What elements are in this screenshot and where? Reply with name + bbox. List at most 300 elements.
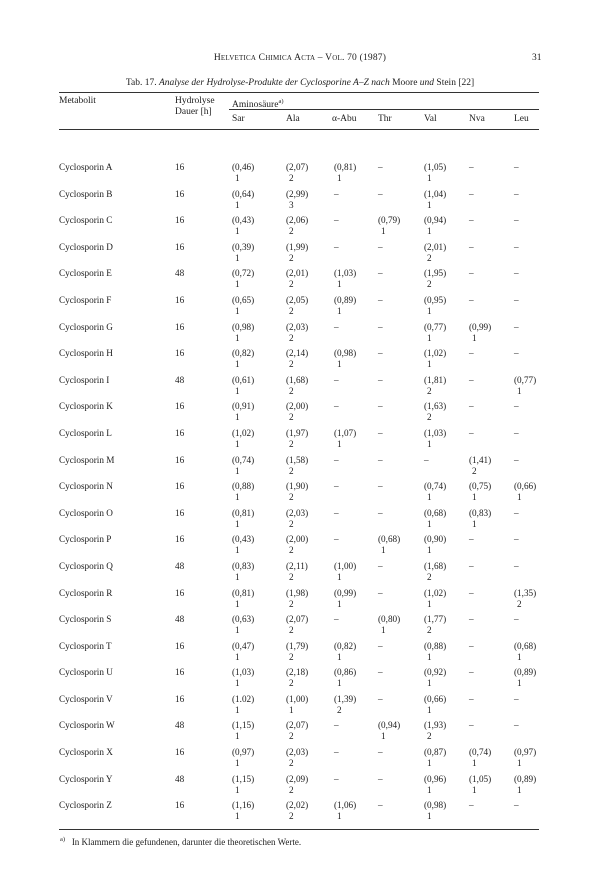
found-value: – <box>514 321 519 332</box>
theoretical-value: 1 <box>427 305 432 316</box>
hydrolysis-duration: 16 <box>175 188 185 199</box>
cell-ala <box>286 614 308 636</box>
theoretical-value: 1 <box>472 518 477 529</box>
theoretical-value: 2 <box>289 518 294 529</box>
cell-abu <box>334 348 356 370</box>
table-row <box>0 242 600 269</box>
found-value: (0,46) <box>232 162 255 172</box>
found-value: (0,91) <box>232 401 255 412</box>
theoretical-value: 2 <box>289 811 294 822</box>
cell-abu <box>334 162 356 184</box>
col-header-thr: Thr <box>378 114 392 124</box>
found-value: (0,96) <box>424 773 447 784</box>
cell-sar <box>232 747 254 769</box>
cell-val <box>424 588 446 610</box>
theoretical-value: 1 <box>381 545 386 556</box>
theoretical-value: 2 <box>289 305 294 316</box>
footnote-mark-letter: a <box>60 836 63 843</box>
theoretical-value: 1 <box>235 571 240 582</box>
found-value: – <box>469 640 474 651</box>
cell-sar <box>232 295 254 317</box>
theoretical-value: 2 <box>289 571 294 582</box>
found-value: (0,74) <box>232 454 255 465</box>
theoretical-value: 1 <box>427 518 432 529</box>
found-value: (0,88) <box>424 640 447 651</box>
cell-nva <box>469 614 474 625</box>
table-row <box>0 694 600 721</box>
found-value: (1.02) <box>232 693 255 704</box>
hydrolysis-duration: 16 <box>175 481 185 492</box>
theoretical-value: 1 <box>517 385 522 396</box>
found-value: (0,74) <box>424 481 447 492</box>
table-row <box>0 401 600 428</box>
table-top-rule <box>59 92 539 93</box>
theoretical-value: 1 <box>235 651 240 662</box>
found-value: (2,02) <box>286 800 309 811</box>
metabolite-name: Cyclosporin D <box>59 241 113 252</box>
cell-abu <box>334 455 339 466</box>
found-value: (0,64) <box>232 188 255 199</box>
cell-val <box>424 375 446 397</box>
found-value: – <box>469 188 474 199</box>
table-row <box>0 588 600 615</box>
found-value: – <box>378 560 383 571</box>
table-row <box>0 534 600 561</box>
hydrolysis-duration: 16 <box>175 507 185 518</box>
theoretical-value: 2 <box>289 598 294 609</box>
found-value: (0,80) <box>378 614 401 625</box>
col-header-ala: Ala <box>286 114 300 124</box>
cell-ala <box>286 455 308 477</box>
cell-abu <box>334 428 356 450</box>
hydrolysis-duration: 48 <box>175 268 185 279</box>
found-value: (0,47) <box>232 640 255 651</box>
found-value: (1,03) <box>334 268 357 279</box>
found-value: – <box>514 534 519 545</box>
found-value: (1,02) <box>424 587 447 598</box>
theoretical-value: 2 <box>289 678 294 689</box>
cell-thr <box>378 614 400 636</box>
theoretical-value: 2 <box>289 332 294 343</box>
found-value: (1,02) <box>424 348 447 359</box>
cell-leu <box>514 588 536 610</box>
theoretical-value: 1 <box>517 784 522 795</box>
metabolite-name: Cyclosporin P <box>59 534 112 545</box>
found-value: – <box>469 800 474 811</box>
table-row <box>0 774 600 801</box>
table-row <box>0 455 600 482</box>
found-value: – <box>514 294 519 305</box>
page-number: 31 <box>532 53 542 63</box>
table-row <box>0 295 600 322</box>
cell-leu <box>514 268 519 279</box>
found-value: (0,77) <box>424 321 447 332</box>
found-value: (1,98) <box>286 587 309 598</box>
cell-thr <box>378 534 400 556</box>
cell-val <box>424 774 446 796</box>
theoretical-value: 2 <box>427 279 432 290</box>
found-value: (2,05) <box>286 294 309 305</box>
cell-abu <box>334 694 356 716</box>
found-value: – <box>378 188 383 199</box>
found-value: (1,58) <box>286 454 309 465</box>
cell-nva <box>469 667 474 678</box>
cell-ala <box>286 428 308 450</box>
found-value: (1,15) <box>232 773 255 784</box>
theoretical-value: 1 <box>427 784 432 795</box>
cell-nva <box>469 215 474 226</box>
theoretical-value: 1 <box>472 332 477 343</box>
cell-abu <box>334 268 356 290</box>
theoretical-value: 2 <box>289 279 294 290</box>
cell-leu <box>514 189 519 200</box>
cell-val <box>424 215 446 237</box>
metabolite-name: Cyclosporin V <box>59 693 113 704</box>
cell-sar <box>232 348 254 370</box>
metabolite-name: Cyclosporin I <box>59 374 110 385</box>
table-row <box>0 614 600 641</box>
theoretical-value: 2 <box>289 385 294 396</box>
hydrolysis-duration: 16 <box>175 640 185 651</box>
found-value: – <box>469 693 474 704</box>
theoretical-value: 1 <box>235 731 240 742</box>
table-row <box>0 322 600 349</box>
metabolite-name: Cyclosporin N <box>59 481 113 492</box>
cell-sar <box>232 162 254 184</box>
hydrolysis-duration: 16 <box>175 693 185 704</box>
footnote-text: In Klammern die gefundenen, darunter die theoretischen Werte. <box>71 837 302 847</box>
cell-val <box>424 561 446 583</box>
found-value: (1,90) <box>286 481 309 492</box>
cell-thr <box>378 694 383 705</box>
found-value: – <box>334 374 339 385</box>
metabolite-name: Cyclosporin M <box>59 454 115 465</box>
found-value: (0,98) <box>334 348 357 359</box>
hydrolysis-duration: 16 <box>175 401 185 412</box>
hydrolysis-duration: 16 <box>175 534 185 545</box>
theoretical-value: 2 <box>427 385 432 396</box>
theoretical-value: 1 <box>235 518 240 529</box>
cell-val <box>424 162 446 184</box>
hydrolysis-duration: 48 <box>175 773 185 784</box>
cell-val <box>424 720 446 742</box>
cell-nva <box>469 401 474 412</box>
found-value: – <box>469 427 474 438</box>
theoretical-value: 1 <box>427 492 432 503</box>
found-value: – <box>469 560 474 571</box>
cell-ala <box>286 641 308 663</box>
hydrolysis-duration: 48 <box>175 374 185 385</box>
cell-thr <box>378 401 383 412</box>
theoretical-value: 2 <box>289 545 294 556</box>
theoretical-value: 1 <box>427 758 432 769</box>
theoretical-value: 1 <box>235 492 240 503</box>
found-value: – <box>378 321 383 332</box>
theoretical-value: 1 <box>381 731 386 742</box>
found-value: (0,89) <box>514 773 537 784</box>
caption-author-2: Stein [22] <box>436 78 475 88</box>
table-row <box>0 189 600 216</box>
cell-val <box>424 189 446 211</box>
theoretical-value: 1 <box>235 465 240 476</box>
found-value: (0,89) <box>334 294 357 305</box>
cell-thr <box>378 322 383 333</box>
cell-abu <box>334 774 339 785</box>
hydrolysis-duration: 16 <box>175 348 185 359</box>
cell-sar <box>232 720 254 742</box>
metabolite-name: Cyclosporin X <box>59 747 113 758</box>
header-dauer: Dauer [h] <box>175 107 212 117</box>
metabolite-name: Cyclosporin F <box>59 294 112 305</box>
hydrolysis-duration: 16 <box>175 215 185 226</box>
cell-sar <box>232 375 254 397</box>
cell-val <box>424 694 446 716</box>
caption-italic-1: Analyse der Hydrolyse-Produkte der Cyclosporine A–Z nach <box>158 78 390 88</box>
found-value: (0,39) <box>232 241 255 252</box>
cell-ala <box>286 774 308 796</box>
found-value: – <box>424 454 429 465</box>
found-value: – <box>469 401 474 412</box>
found-value: (0,87) <box>424 747 447 758</box>
caption-author-1: Moore <box>392 78 418 88</box>
table-caption <box>0 78 600 88</box>
theoretical-value: 2 <box>289 465 294 476</box>
theoretical-value: 2 <box>289 784 294 795</box>
theoretical-value: 1 <box>337 678 342 689</box>
cell-abu <box>334 189 339 200</box>
found-value: – <box>514 188 519 199</box>
table-row <box>0 375 600 402</box>
cell-ala <box>286 401 308 423</box>
metabolite-name: Cyclosporin L <box>59 427 112 438</box>
found-value: – <box>378 374 383 385</box>
cell-nva <box>469 268 474 279</box>
metabolite-name: Cyclosporin Y <box>59 773 113 784</box>
cell-thr <box>378 242 383 253</box>
theoretical-value: 1 <box>427 704 432 715</box>
theoretical-value: 1 <box>235 625 240 636</box>
cell-ala <box>286 295 308 317</box>
cell-nva <box>469 455 491 477</box>
cell-nva <box>469 295 474 306</box>
metabolite-name: Cyclosporin S <box>59 614 112 625</box>
found-value: – <box>378 162 383 172</box>
theoretical-value: 1 <box>235 412 240 423</box>
cell-sar <box>232 215 254 237</box>
found-value: – <box>334 215 339 226</box>
found-value: – <box>334 241 339 252</box>
found-value: (0,72) <box>232 268 255 279</box>
cell-sar <box>232 268 254 290</box>
cell-nva <box>469 534 474 545</box>
found-value: (2,00) <box>286 534 309 545</box>
found-value: (0,94) <box>378 720 401 731</box>
cell-leu <box>514 242 519 253</box>
cell-sar <box>232 242 254 264</box>
found-value: (0,90) <box>424 534 447 545</box>
found-value: (0,74) <box>469 747 492 758</box>
metabolite-name: Cyclosporin B <box>59 188 113 199</box>
caption-italic-2: und <box>419 78 435 88</box>
found-value: (1,97) <box>286 427 309 438</box>
theoretical-value: 1 <box>427 359 432 370</box>
cell-abu <box>334 641 356 663</box>
theoretical-value: 1 <box>381 625 386 636</box>
cell-ala <box>286 375 308 397</box>
theoretical-value: 3 <box>289 199 294 210</box>
cell-val <box>424 268 446 290</box>
found-value: – <box>469 614 474 625</box>
found-value: (0,82) <box>232 348 255 359</box>
footnote <box>60 836 301 847</box>
found-value: (1,04) <box>424 188 447 199</box>
found-value: (0,66) <box>514 481 537 492</box>
theoretical-value: 1 <box>235 173 240 183</box>
cell-leu <box>514 322 519 333</box>
found-value: (0,98) <box>424 800 447 811</box>
cell-nva <box>469 508 491 530</box>
cell-sar <box>232 588 254 610</box>
found-value: – <box>469 215 474 226</box>
found-value: – <box>334 747 339 758</box>
cell-nva <box>469 189 474 200</box>
found-value: – <box>334 321 339 332</box>
found-value: (2,07) <box>286 720 309 731</box>
found-value: (1,05) <box>424 162 447 172</box>
found-value: (1,03) <box>232 667 255 678</box>
cell-nva <box>469 348 474 359</box>
found-value: (0,75) <box>469 481 492 492</box>
header-metabolit: Metabolit <box>59 96 96 106</box>
found-value: – <box>378 401 383 412</box>
theoretical-value: 1 <box>427 811 432 822</box>
cell-sar <box>232 561 254 583</box>
col-header-sar: Sar <box>232 114 245 124</box>
found-value: (2,07) <box>286 614 309 625</box>
theoretical-value: 1 <box>427 173 432 183</box>
found-value: (0,65) <box>232 294 255 305</box>
hydrolysis-duration: 16 <box>175 427 185 438</box>
found-value: – <box>334 454 339 465</box>
cell-thr <box>378 268 383 279</box>
theoretical-value: 1 <box>472 784 477 795</box>
theoretical-value: 1 <box>235 199 240 210</box>
found-value: (1,81) <box>424 374 447 385</box>
hydrolysis-duration: 16 <box>175 294 185 305</box>
table-row <box>0 348 600 375</box>
hydrolysis-duration: 48 <box>175 720 185 731</box>
found-value: – <box>469 534 474 545</box>
cell-nva <box>469 588 474 599</box>
cell-sar <box>232 428 254 450</box>
cell-thr <box>378 189 383 200</box>
found-value: (1,39) <box>334 693 357 704</box>
cell-leu <box>514 375 536 397</box>
found-value: (2,09) <box>286 773 309 784</box>
cell-abu <box>334 800 356 822</box>
found-value: (1,35) <box>514 587 537 598</box>
found-value: – <box>514 268 519 279</box>
theoretical-value: 1 <box>381 226 386 237</box>
col-header-leu: Leu <box>514 114 529 124</box>
metabolite-name: Cyclosporin Q <box>59 560 113 571</box>
cell-sar <box>232 641 254 663</box>
cell-nva <box>469 774 491 796</box>
cell-leu <box>514 348 519 359</box>
cell-ala <box>286 667 308 689</box>
cell-abu <box>334 588 356 610</box>
cell-val <box>424 322 446 344</box>
found-value: – <box>378 640 383 651</box>
cell-thr <box>378 800 383 811</box>
found-value: – <box>514 241 519 252</box>
found-value: (0,79) <box>378 215 401 226</box>
cell-leu <box>514 800 519 811</box>
found-value: (0,99) <box>334 587 357 598</box>
cell-abu <box>334 481 339 492</box>
found-value: – <box>469 720 474 731</box>
found-value: (1,05) <box>469 773 492 784</box>
cell-leu <box>514 747 536 769</box>
found-value: – <box>378 773 383 784</box>
cell-leu <box>514 534 519 545</box>
cell-ala <box>286 268 308 290</box>
cell-ala <box>286 481 308 503</box>
found-value: (0,63) <box>232 614 255 625</box>
header-footnote-mark: a) <box>278 98 284 105</box>
found-value: – <box>514 401 519 412</box>
cell-thr <box>378 481 383 492</box>
found-value: – <box>334 188 339 199</box>
found-value: (1,03) <box>424 427 447 438</box>
cell-ala <box>286 694 308 716</box>
cell-leu <box>514 641 536 663</box>
cell-nva <box>469 481 491 503</box>
cell-thr <box>378 774 383 785</box>
table-row <box>0 641 600 668</box>
cell-abu <box>334 375 339 386</box>
cell-ala <box>286 215 308 237</box>
found-value: (0,94) <box>424 215 447 226</box>
found-value: – <box>469 162 474 172</box>
cell-abu <box>334 401 339 412</box>
cell-leu <box>514 481 536 503</box>
cell-abu <box>334 295 356 317</box>
found-value: – <box>378 481 383 492</box>
table-body <box>0 162 600 827</box>
theoretical-value: 1 <box>427 545 432 556</box>
cell-sar <box>232 455 254 477</box>
found-value: – <box>334 614 339 625</box>
cell-val <box>424 428 446 450</box>
cell-val <box>424 295 446 317</box>
col-header-val: Val <box>424 114 437 124</box>
theoretical-value: 1 <box>235 385 240 396</box>
cell-thr <box>378 375 383 386</box>
cell-nva <box>469 322 491 344</box>
theoretical-value: 1 <box>235 279 240 290</box>
journal-title: Helvetica Chimica Acta – Vol. 70 (1987) <box>213 53 387 63</box>
aminosaeure-subrule <box>229 109 539 110</box>
found-value: – <box>378 667 383 678</box>
found-value: – <box>469 587 474 598</box>
found-value: (2,14) <box>286 348 309 359</box>
found-value: (1,00) <box>334 560 357 571</box>
found-value: – <box>378 427 383 438</box>
found-value: (0,68) <box>514 640 537 651</box>
table-row <box>0 162 600 189</box>
theoretical-value: 1 <box>235 811 240 822</box>
